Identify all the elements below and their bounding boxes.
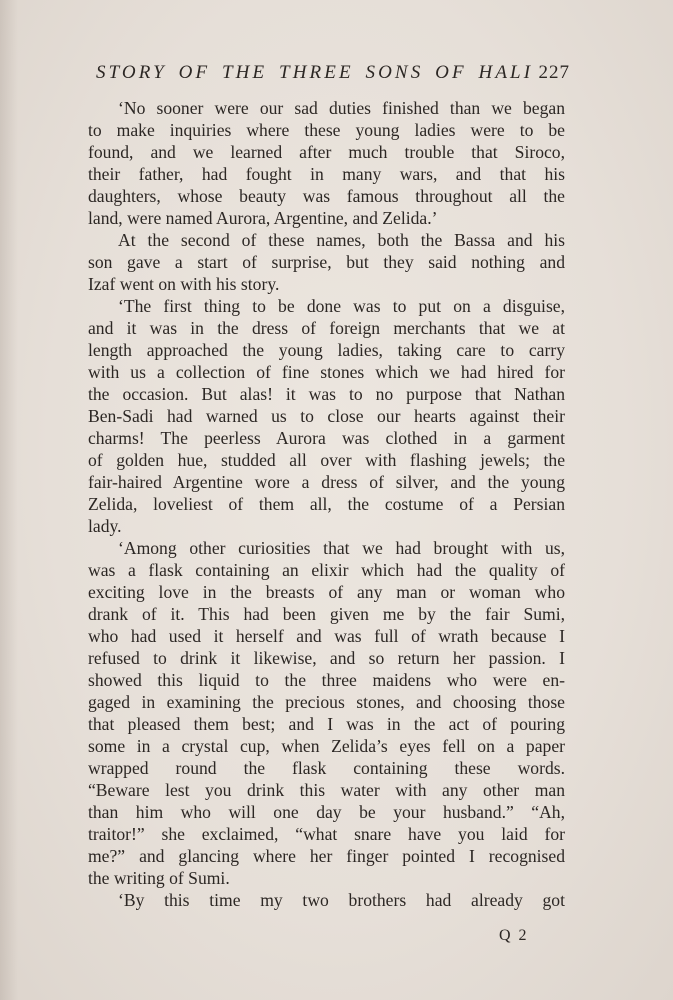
body-text bbox=[88, 97, 565, 911]
text-line: gaged in examining the precious stones, and choosing those bbox=[88, 692, 565, 712]
text-line: ‘The first thing to be done was to put on a disguise, bbox=[118, 296, 565, 316]
text-line: me?” and glancing where her finger pointed I recognised bbox=[88, 846, 565, 866]
text-line: exciting love in the breasts of any man or woman who bbox=[88, 582, 565, 602]
page-number: 227 bbox=[538, 62, 570, 83]
text-line: daughters, whose beauty was famous throughout all the bbox=[88, 186, 565, 206]
running-head bbox=[96, 62, 570, 88]
text-line: Ben-Sadi had warned us to close our hearts against their bbox=[88, 406, 565, 426]
text-line: to make inquiries where these young ladies were to be bbox=[88, 120, 565, 140]
text-line: refused to drink it likewise, and so return her passion. I bbox=[88, 648, 565, 668]
text-line: traitor!” she exclaimed, “what snare have you laid for bbox=[88, 824, 565, 844]
text-line: ‘By this time my two brothers had already got bbox=[118, 890, 565, 910]
text-line: with us a collection of fine stones which we had hired for bbox=[88, 362, 565, 382]
text-line: ‘No sooner were our sad duties finished than we began bbox=[118, 98, 565, 118]
text-line: of golden hue, studded all over with flashing jewels; the bbox=[88, 450, 565, 470]
text-line: than him who will one day be your husband.” “Ah, bbox=[88, 802, 565, 822]
text-line: Zelida, loveliest of them all, the costume of a Persian bbox=[88, 494, 565, 514]
gutter-shadow bbox=[0, 0, 18, 1000]
text-line: “Beware lest you drink this water with any other man bbox=[88, 780, 565, 800]
signature-mark: Q 2 bbox=[499, 927, 529, 944]
text-line: the writing of Sumi. bbox=[88, 868, 230, 888]
text-line: son gave a start of surprise, but they said nothing and bbox=[88, 252, 565, 272]
text-line: At the second of these names, both the Bassa and his bbox=[118, 230, 565, 250]
text-line: wrapped round the flask containing these words. bbox=[88, 758, 565, 778]
text-line: length approached the young ladies, taking care to carry bbox=[88, 340, 565, 360]
text-line: Izaf went on with his story. bbox=[88, 274, 280, 294]
text-line: that pleased them best; and I was in the act of pouring bbox=[88, 714, 565, 734]
text-line: their father, had fought in many wars, and that his bbox=[88, 164, 565, 184]
text-line: and it was in the dress of foreign merchants that we at bbox=[88, 318, 565, 338]
text-line: ‘Among other curiosities that we had brought with us, bbox=[118, 538, 565, 558]
text-line: showed this liquid to the three maidens who were en- bbox=[88, 670, 565, 690]
text-line: fair-haired Argentine wore a dress of silver, and the young bbox=[88, 472, 565, 492]
text-line: charms! The peerless Aurora was clothed in a garment bbox=[88, 428, 565, 448]
text-line: found, and we learned after much trouble that Siroco, bbox=[88, 142, 565, 162]
text-line: lady. bbox=[88, 516, 122, 536]
text-line: some in a crystal cup, when Zelida’s eyes fell on a paper bbox=[88, 736, 565, 756]
running-head-title: STORY OF THE THREE SONS OF HALI bbox=[96, 62, 534, 83]
text-line: was a flask containing an elixir which had the quality of bbox=[88, 560, 565, 580]
text-line: land, were named Aurora, Argentine, and Zelida.’ bbox=[88, 208, 438, 228]
text-line: the occasion. But alas! it was to no purpose that Nathan bbox=[88, 384, 565, 404]
text-line: who had used it herself and was full of wrath because I bbox=[88, 626, 565, 646]
text-line: drank of it. This had been given me by the fair Sumi, bbox=[88, 604, 565, 624]
